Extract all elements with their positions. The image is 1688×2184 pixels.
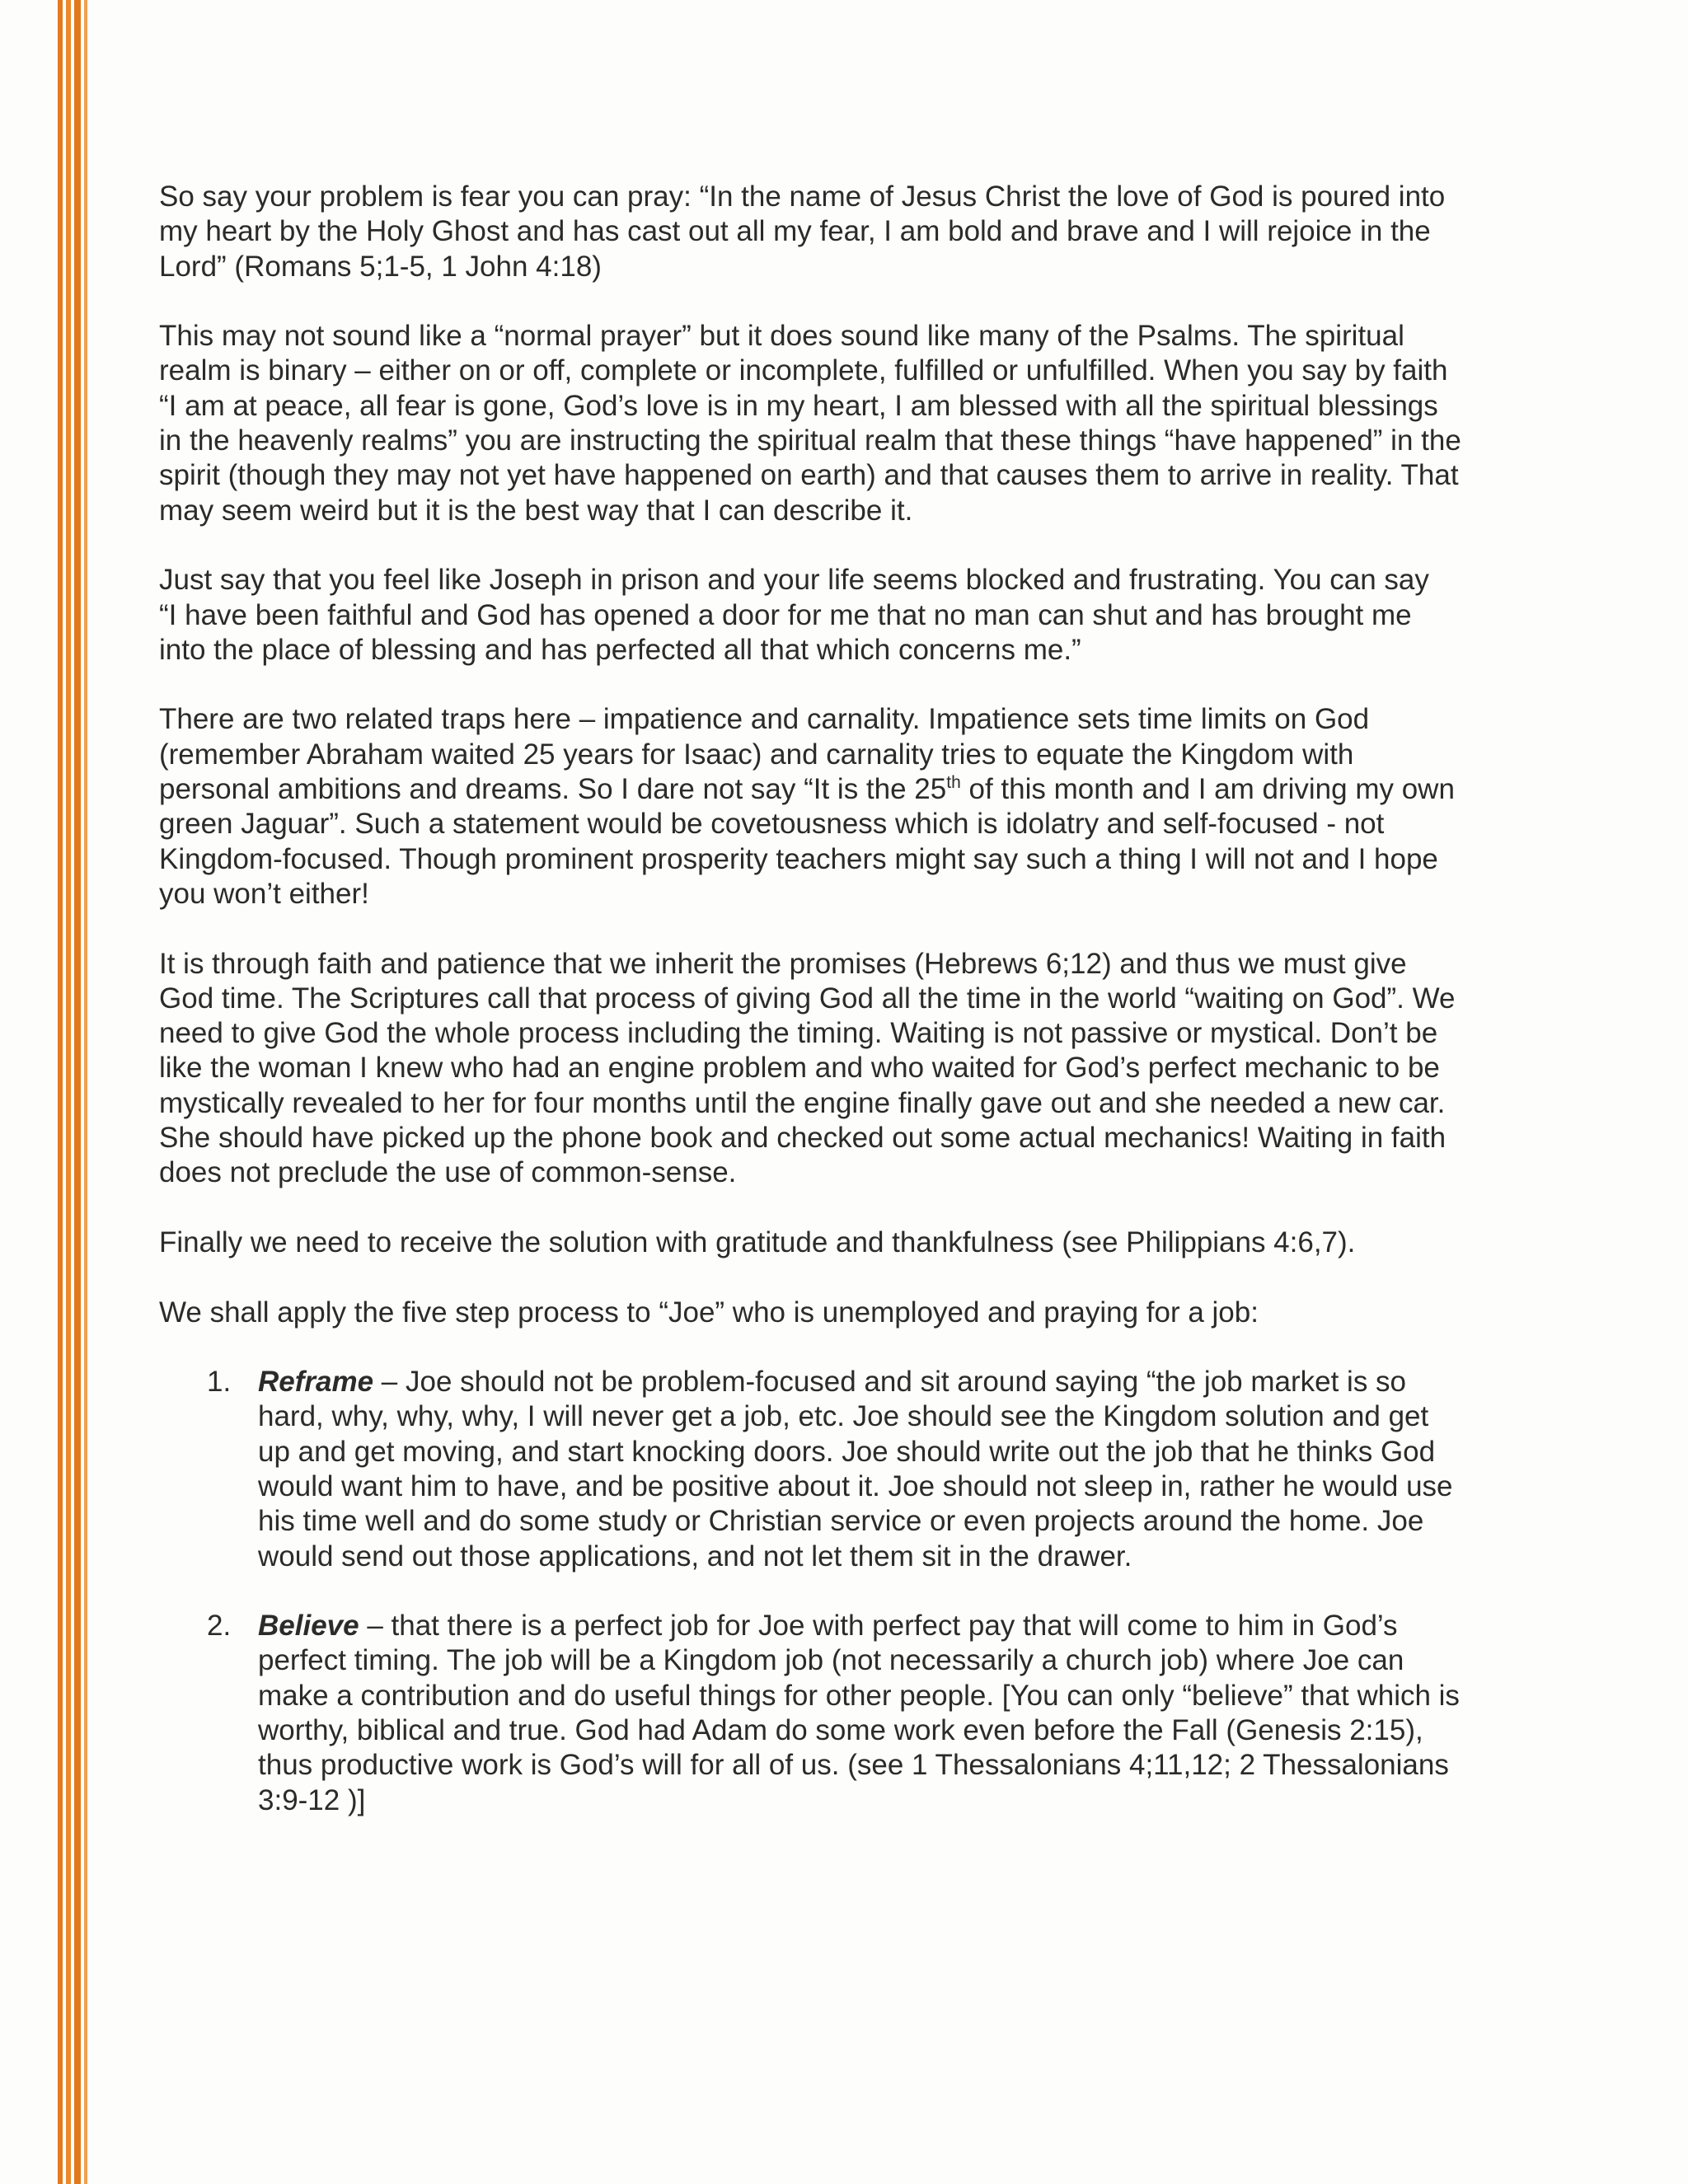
five-step-list — [159, 1365, 1544, 1818]
border-stripe — [84, 0, 87, 2184]
step-description: – Joe should not be problem-focused and sit around saying “the job market is so hard, why, why, why, I will never get a job, etc. Joe should see the Kingdom solution and get up and get moving, and start knocking doors. Joe should write out the job that he thinks God would want him to have, and be positive about it. Joe should not sleep in, rather he would use his time well and do some study or Christian service or even projects around the home. Joe would send out those applications, and not let them sit in the drawer. — [258, 1366, 1453, 1572]
decorative-border — [58, 0, 97, 2184]
document-body — [159, 180, 1544, 1853]
list-item-reframe — [159, 1365, 1544, 1574]
list-number: 1. — [207, 1366, 232, 1399]
paragraph-gratitude: Finally we need to receive the solution with gratitude and thankfulness (see Philippians 4:6,7). — [159, 1226, 1356, 1258]
step-description: – that there is a perfect job for Joe with perfect pay that will come to him in God’s perfect timing. The job will be a Kingdom job (not necessarily a church job) where Joe can make a contribution and do useful things for other people. [You can only “believe” that which is worthy, biblical and true. God had Adam do some work even before the Fall (Genesis 2:15), thus productive work is God’s will for all of us. (see 1 Thessalonians 4;11,12; 2 Thessalonians 3:9-12 )] — [258, 1610, 1460, 1816]
border-stripe — [58, 0, 63, 2184]
step-term: Reframe — [258, 1366, 374, 1399]
paragraph-faith-patience: It is through faith and patience that we inherit the promises (Hebrews 6;12) and thus we must give God time. The Scriptures call that process of giving God all the time in the world “waiting on God”. We need to give God the whole process including the timing. Waiting is not passive or mystical. Don’t be like the woman I knew who had an engine problem and who waited for God’s perfect mechanic to be mystically revealed to her for four months until the engine finally gave out and she needed a new car. She should have picked up the phone book and checked out some actual mechanics! Waiting in faith does not preclude the use of common-sense. — [159, 947, 1456, 1189]
paragraph-two-traps — [159, 702, 1544, 912]
list-item-believe — [159, 1609, 1544, 1818]
paragraph-normal-prayer: This may not sound like a “normal prayer” but it does sound like many of the Psalms. The spiritual realm is binary – either on or off, complete or incomplete, fulfilled or unfulfilled. When you say by faith “I am at peace, all fear is gone, God’s love is in my heart, I am blessed with all the spiritual blessings in the heavenly realms” you are instructing the spiritual realm that these things “have happened” in the spirit (though they may not yet have happened on earth) and that causes them to arrive in reality. That may seem weird but it is the best way that I can describe it. — [159, 320, 1461, 527]
paragraph-five-step-intro: We shall apply the five step process to “Joe” who is unemployed and praying for a job: — [159, 1296, 1259, 1329]
traps-text-end: of this month and I am driving my own green Jaguar”. Such a statement would be covetousness which is idolatry and self-focused - not Kingdom-focused. Though prominent prosperity teachers might say such a thing I will not and I hope you won’t either! — [159, 773, 1455, 910]
list-number: 2. — [207, 1610, 232, 1643]
traps-text-start: There are two related traps here – impatience and carnality. Impatience sets time limits on God (remember Abraham waited 25 years for Isaac) and carnality tries to equate the Kingdom with personal ambitions and dreams. So I dare not say “It is the 25 — [159, 703, 1370, 806]
step-term: Believe — [258, 1610, 359, 1643]
border-stripe — [74, 0, 81, 2184]
ordinal-superscript: th — [946, 773, 961, 793]
border-stripe — [66, 0, 71, 2184]
paragraph-fear-prayer: So say your problem is fear you can pray: “In the name of Jesus Christ the love of God is poured into my heart by the Holy Ghost and has cast out all my fear, I am bold and brave and I will rejoice in the Lord” (Romans 5;1-5, 1 John 4:18) — [159, 180, 1446, 283]
paragraph-joseph-prison: Just say that you feel like Joseph in prison and your life seems blocked and frustrating. You can say “I have been faithful and God has opened a door for me that no man can shut and has brought me into the place of blessing and has perfected all that which concerns me.” — [159, 564, 1429, 666]
